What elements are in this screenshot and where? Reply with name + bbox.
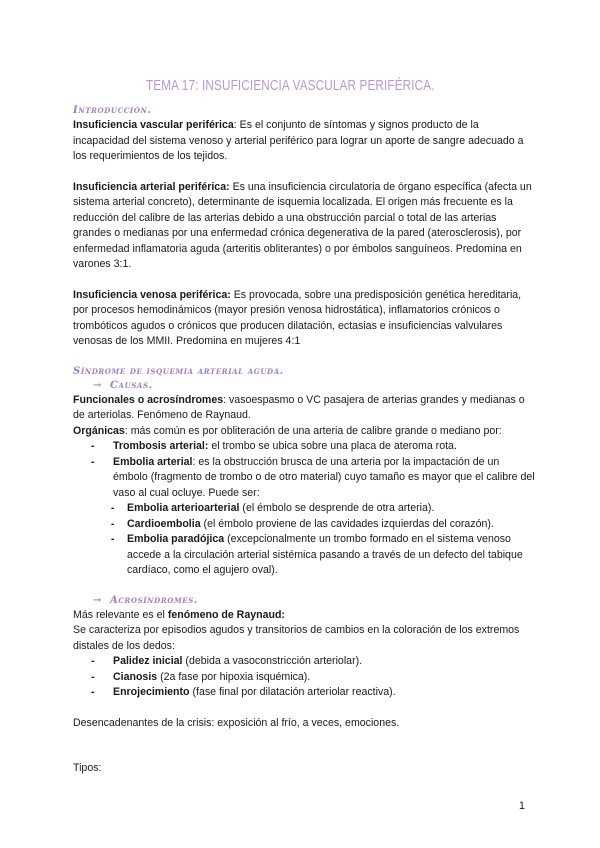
organicas-list [73,439,535,579]
term: Trombosis arterial: [113,440,209,452]
definition: (el émbolo proviene de las cavidades izquierdas del corazón). [200,517,494,530]
list-item [111,532,535,579]
arrow-right-icon: → [93,594,102,606]
term: Insuficiencia vascular periférica [73,119,234,131]
term: Cianosis [113,670,158,683]
list-item [91,670,535,686]
definition: el trombo se ubica sobre una placa de ateroma rota. [208,440,457,452]
definition: : más común es por obliteración de una arteria de calibre grande o mediano por: [124,424,502,437]
paragraph-desencadenantes: Desencadenantes de la crisis: exposición al frío, a veces, emociones. [73,716,400,729]
term: Insuficiencia venosa periférica: [73,288,231,301]
subheading-label: Causas. [109,379,153,391]
term: Embolia arterial [113,455,193,468]
subheading-acrosindromes [93,594,535,608]
list-item [111,517,535,533]
arrow-right-icon: → [93,379,102,391]
term: Enrojecimiento [113,686,190,698]
definition: (fase final por dilatación arteriolar reactiva). [189,686,396,698]
definition: Es una insuficiencia circulatoria de órgano específica (afecta un sistema arterial concreto), determinante de isquemia localizada. El origen más frecuente es la reducción del calibre de las arterias debido a una obstrucción parcial o total de las arterias grandes o medianas por una enfermedad crónica degenerativa de la pared (aterosclerosis), por enfermedad inflamatoria aguda (arteritis obliterantes) o por émbolos sanguíneos. Predomina en varones 3:1. [73,180,532,270]
paragraph-insuficiencia-vascular [73,118,535,165]
term: fenómeno de Raynaud: [167,608,285,621]
list-item [111,501,535,517]
document-content [73,104,535,777]
list-item [91,654,535,670]
definition: (2a fase por hipoxia isquémica). [157,670,311,683]
subheading-label: Acrosíndromes. [109,594,198,606]
section-heading-sindrome: Síndrome de isquemia arterial aguda. [73,365,284,377]
list-item [91,685,535,701]
definition: Es provocada, sobre una predisposición genética hereditaria, por procesos hemodinámicos (mayor presión venosa hidrostática), inflamatorios crónicos o trombóticos agudos o crónicos que producen dilatación, ectasias e insuficiencias valvulares venosas de los MMII. Predomina en mujeres 4:1 [73,288,522,347]
term: Embolia paradójica [127,533,225,545]
embolia-list [73,501,535,579]
list-item [91,455,535,579]
paragraph-tipos: Tipos: [73,762,102,774]
paragraph-raynaud-lead [73,608,535,624]
term: Orgánicas [73,424,125,437]
paragraph-raynaud-description: Se caracteriza por episodios agudos y transitorios de cambios en la coloración de los extremos distales de los dedos: [73,624,520,652]
lead-text: Más relevante es el [73,608,168,621]
definition: : vasoespasmo o VC pasajera de arterias grandes y medianas o de arteriolas. Fenómeno de Raynaud. [73,393,525,421]
term: Palidez inicial [113,655,183,667]
term: Cardioembolia [127,517,201,530]
section-heading-introduccion: Introducción. [73,105,152,116]
page-title: TEMA 17: INSUFICIENCIA VASCULAR PERIFÉRICA. [146,77,435,94]
definition: (el émbolo se desprende de otra arteria). [239,502,435,514]
page-number: 1 [519,800,525,812]
definition: : es la obstrucción brusca de una arteria por la impactación de un émbolo (fragmento de trombo o de otro material) cuyo tamaño es mayor que el calibre del vaso al cual ocluye. Puede ser: [113,455,535,499]
term: Embolia arterioarterial [127,502,240,514]
term: Funcionales o acrosíndromes [73,393,224,406]
list-item [91,439,535,455]
definition: : Es el conjunto de síntomas y signos producto de la incapacidad del sistema venoso y arterial periférico para lograr un aporte de sangre adecuado a los requerimientos de los tejidos. [73,119,524,162]
definition: (excepcionalmente un trombo formado en el sistema venoso accede a la circulación arterial sistémica pasando a través de un defecto del tabique cardíaco, como el agujero oval). [127,533,523,576]
subheading-causas [93,379,535,393]
paragraph-organicas [73,424,535,440]
paragraph-insuficiencia-venosa [73,288,535,350]
paragraph-insuficiencia-arterial [73,180,535,273]
term: Insuficiencia arterial periférica: [73,180,230,193]
paragraph-funcionales [73,393,535,424]
raynaud-phases-list [73,654,535,701]
definition: (debida a vasoconstricción arteriolar). [182,655,363,667]
